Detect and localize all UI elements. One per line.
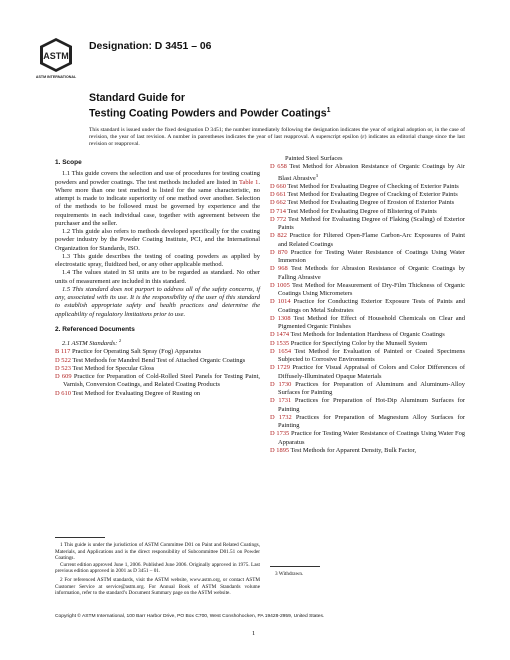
- reference-code-link[interactable]: D 822: [270, 232, 287, 240]
- reference-item: [270, 348, 465, 365]
- reference-code-link[interactable]: D 609: [55, 373, 72, 381]
- reference-code-link[interactable]: D 661: [270, 191, 286, 199]
- designation: Designation: D 3451 – 06: [89, 41, 212, 52]
- right-column: [270, 155, 465, 455]
- reference-title: Test Method for Effect of Household Chemicals on Clear and Pigmented Organic Finishes: [278, 314, 465, 331]
- reference-item: [270, 183, 465, 191]
- scope-1-1: 1.1 This guide covers the selection and use of procedures for testing coating powders and powder coatings. The test methods included are listed in Table 1. Where more than one test method is listed for the same characteristic, no attempt is made to indicate superiority of one method over another. Selection of the methods to be followed must be governed by experience and the requirements in each individual case, together with agreement between the purchaser and the seller.: [55, 170, 260, 227]
- left-reference-list: [55, 348, 260, 398]
- copyright-notice: Copyright © ASTM International, 100 Barr Harbor Drive, PO Box C700, West Conshohocken, PA 19428-2959, United States.: [55, 614, 325, 619]
- reference-footnote-mark: 3: [315, 172, 318, 178]
- reference-title: Practice for Filtered Open-Flame Carbon-Arc Exposures of Paint and Related Coatings: [278, 232, 465, 248]
- reference-code-link[interactable]: D 662: [270, 199, 286, 207]
- footnote-3: 3 Withdrawn.: [275, 571, 304, 577]
- reference-code-link[interactable]: D 1895: [270, 446, 290, 454]
- reference-code-link[interactable]: D 1729: [270, 364, 290, 372]
- reference-code-link[interactable]: D 1474: [270, 331, 290, 339]
- reference-title: Test Method for Evaluating Degree of Rusting on: [72, 389, 201, 397]
- reference-item: [270, 414, 465, 431]
- right-footnote-rule: [270, 566, 320, 567]
- footnote-1-edition: Current edition approved June 1, 2006. Published June 2006. Originally approved in 1975. Last previous edition approved in 2001 as D 3451 – 01.: [55, 561, 260, 575]
- reference-item: [270, 199, 465, 207]
- reference-code-link[interactable]: D 772: [270, 215, 287, 223]
- title-line-1: Standard Guide for: [89, 92, 185, 104]
- reference-code-link[interactable]: D 1654: [270, 347, 292, 355]
- standard-notice: This standard is issued under the fixed designation D 3451; the number immediately following the designation indicates the year of original adoption or, in the case of revision, the year of last revision. A number in parentheses indicates the year of last reapproval. A superscript epsilon (ε) indicates an editorial change since the last revision or reapproval.: [89, 127, 465, 148]
- reference-item: [270, 163, 465, 183]
- reference-item: [270, 364, 465, 381]
- astm-standards-subheading: 2.1 ASTM Standards: $^2$: [62, 338, 122, 348]
- title-line-2: Testing Coating Powders and Powder Coatings$^1$: [89, 106, 331, 120]
- logo-text: ASTM INTERNATIONAL: [35, 75, 77, 79]
- footnote-2: 2 For referenced ASTM standards, visit the ASTM website, www.astm.org, or contact ASTM Customer Service at service@astm.org. For Annual Book of ASTM Standards volume information, refer to the standard’s Document Summary page on the ASTM website.: [55, 576, 260, 597]
- reference-title: Practice for Specifying Color by the Munsell System: [290, 339, 428, 347]
- referenced-documents-heading: 2. Referenced Documents: [55, 325, 135, 333]
- reference-code-link[interactable]: D 1014: [270, 298, 291, 306]
- reference-title: Test Method for Evaluating Degree of Flaking (Scaling) of Exterior Paints: [278, 215, 466, 232]
- reference-continuation: Painted Steel Surfaces: [285, 155, 343, 162]
- reference-title: Test Methods for Apparent Density, Bulk Factor,: [290, 446, 417, 454]
- scope-1-4: 1.4 The values stated in SI units are to be regarded as standard. No other units of measurement are included in this standard.: [55, 269, 260, 285]
- reference-title: Test Method for Evaluating Degree of Blistering of Paints: [287, 207, 437, 215]
- astm-logo: [35, 37, 77, 81]
- reference-title: Test Method for Measurement of Dry-Film Thickness of Organic Coatings Using Micrometers: [278, 281, 465, 298]
- reference-item: [270, 381, 465, 398]
- reference-item: [55, 390, 260, 398]
- reference-code-link[interactable]: D 658: [270, 163, 287, 171]
- reference-code-link[interactable]: D 1308: [270, 314, 291, 322]
- scope-1-5: 1.5 This standard does not purport to address all of the safety concerns, if any, associated with its use. It is the responsibility of the user of this standard to establish appropriate safety and health practices and determine the applicability of regulatory limitations prior to use.: [55, 285, 260, 318]
- reference-item: [55, 348, 260, 356]
- reference-item: [270, 298, 465, 315]
- reference-item: [270, 447, 465, 455]
- reference-code-link[interactable]: B 117: [55, 348, 71, 356]
- footnote-1: 1 This guide is under the jurisdiction of ASTM Committee D01 on Paint and Related Coatings, Materials, and Applications and is the direct responsibility of Subcommittee D01.51 on Powder Coatings.: [55, 542, 260, 562]
- reference-code-link[interactable]: D 1005: [270, 281, 290, 289]
- reference-title: Practice for Testing Water Resistance of Coatings Using Water Fog Apparatus: [278, 430, 466, 446]
- left-footnote-rule: [55, 537, 105, 538]
- reference-title: Test Method for Evaluating Degree of Checking of Exterior Paints: [287, 182, 459, 190]
- reference-item: [270, 282, 465, 299]
- scope-1-2: 1.2 This guide also refers to methods developed specifically for the coating powder industry by the Powder Coating Institute, PCI, and the International Organization for Standards, ISO.: [55, 228, 260, 252]
- reference-code-link[interactable]: D 968: [270, 265, 288, 273]
- reference-title: Test Method for Specular Gloss: [72, 364, 155, 372]
- reference-title: Practice for Testing Water Resistance of Coatings Using Water Immersion: [278, 248, 466, 265]
- reference-title: Test Method for Evaluating Degree of Cracking of Exterior Paints: [287, 191, 458, 199]
- table-1-link[interactable]: Table 1: [239, 178, 259, 186]
- reference-title: Practice for Operating Salt Spray (Fog) Apparatus: [71, 348, 202, 356]
- reference-title: Practice for Visual Appraisal of Colors and Color Differences of Diffusely-Illuminated Opaque Materials: [278, 364, 466, 380]
- reference-title: Test Method for Evaluating Degree of Erosion of Exterior Paints: [287, 199, 455, 207]
- reference-title: Practices for Preparation of Hot-Dip Aluminum Surfaces for Painting: [278, 397, 465, 413]
- reference-code-link[interactable]: D 660: [270, 182, 286, 190]
- reference-item: [270, 249, 465, 266]
- page-number: 1: [252, 630, 256, 637]
- reference-item: [270, 340, 465, 348]
- reference-code-link[interactable]: D 1535: [270, 339, 290, 347]
- reference-item: [55, 357, 260, 365]
- logo-mark: ASTM: [43, 51, 69, 61]
- left-column: [55, 155, 260, 398]
- reference-code-link[interactable]: D 870: [270, 248, 288, 256]
- reference-item: [270, 232, 465, 249]
- reference-code-link[interactable]: D 1731: [270, 397, 292, 405]
- reference-code-link[interactable]: D 1732: [270, 413, 292, 421]
- reference-item: [270, 397, 465, 414]
- reference-code-link[interactable]: D 1735: [270, 430, 290, 438]
- reference-title: Test Methods for Abrasion Resistance of Organic Coatings by Falling Abrasive: [278, 265, 466, 281]
- reference-title: Practices for Preparation of Magnesium Alloy Surfaces for Painting: [278, 413, 465, 430]
- reference-title: Test Methods for Indentation Hardness of Organic Coatings: [290, 331, 445, 339]
- reference-item: [270, 315, 465, 332]
- right-reference-list: [270, 163, 465, 455]
- reference-title: Practice for Preparation of Cold-Rolled Steel Panels for Testing Paint, Varnish, Conversion Coatings, and Related Coating Products: [63, 373, 261, 389]
- reference-item: [270, 191, 465, 199]
- reference-title: Test Method for Evaluation of Painted or Coated Specimens Subjected to Corrosive Environments: [278, 347, 465, 364]
- scope-heading: 1. Scope: [55, 159, 82, 166]
- reference-code-link[interactable]: D 714: [270, 207, 286, 215]
- reference-item: [55, 365, 260, 373]
- left-footnotes: [55, 542, 260, 597]
- reference-code-link[interactable]: D 523: [55, 364, 71, 372]
- reference-code-link[interactable]: D 522: [55, 356, 71, 364]
- reference-item: [270, 430, 465, 447]
- scope-1-3: 1.3 This guide describes the testing of coating powders as applied by electrostatic spray, fluidized bed, or any other applicable method.: [55, 252, 260, 268]
- right-footnotes: [270, 571, 465, 578]
- reference-title: Test Methods for Mandrel Bend Test of Attached Organic Coatings: [72, 356, 246, 364]
- reference-item: [270, 265, 465, 282]
- reference-item: [270, 331, 465, 339]
- reference-code-link[interactable]: D 610: [55, 389, 71, 397]
- reference-code-link[interactable]: D 1730: [270, 380, 292, 388]
- document-title: [89, 92, 331, 120]
- title-footnote-mark: 1: [326, 106, 331, 114]
- reference-title: Test Method for Abrasion Resistance of Organic Coatings by Air Blast Abrasive: [278, 163, 465, 182]
- reference-title: Practices for Preparation of Aluminum and Aluminum-Alloy Surfaces for Painting: [278, 380, 465, 397]
- reference-item: [270, 216, 465, 233]
- reference-title: Practice for Conducting Exterior Exposure Tests of Paints and Coatings on Metal Substrates: [278, 298, 465, 314]
- reference-item: [270, 208, 465, 216]
- reference-item: [55, 373, 260, 390]
